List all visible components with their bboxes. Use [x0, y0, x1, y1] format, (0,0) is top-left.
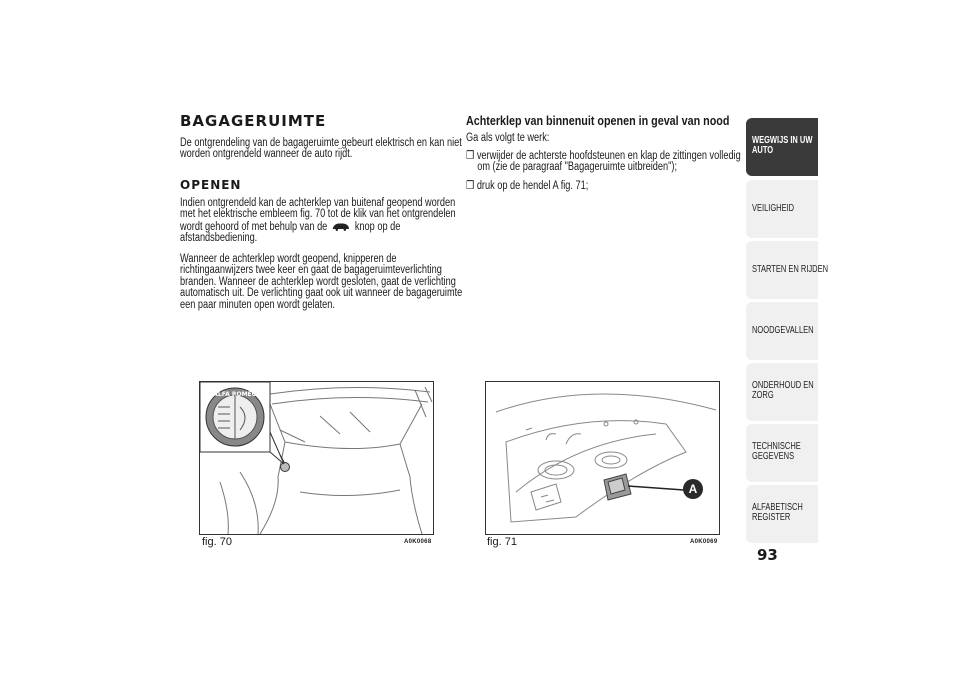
tab-wegwijs-in-uw-auto[interactable] — [746, 118, 818, 176]
text-line: afstandsbediening. — [180, 232, 258, 245]
tab-technische-gegevens[interactable] — [746, 424, 818, 482]
bullet-glyph: ❒ — [466, 150, 475, 162]
tab-label: NOODGEVALLEN — [752, 325, 814, 336]
tab-label: ONDERHOUD EN — [752, 380, 814, 391]
tab-label: REGISTER — [752, 512, 791, 523]
tab-starten-en-rijden[interactable] — [746, 241, 828, 299]
bullet-item — [466, 181, 588, 192]
tab-label: GEGEVENS — [752, 451, 795, 462]
text-fragment: druk op de hendel A fig. 71; — [476, 180, 589, 192]
bullet-item — [466, 151, 741, 174]
text-line: om (zie de paragraaf "Bagageruimte uitbreiden"); — [477, 161, 678, 174]
tab-label: ZORG — [752, 390, 774, 401]
tab-veiligheid[interactable] — [746, 180, 818, 238]
figure-70-code: A0K0068 — [404, 539, 432, 545]
figure-70-tailgate-emblem — [199, 381, 434, 535]
tab-noodgevallen[interactable] — [746, 302, 818, 360]
text-line: De ontgrendeling van de bagageruimte gebeurt elektrisch en kan niet — [180, 137, 462, 149]
text-line: branden. Wanneer de achterklep wordt gesloten, gaat de verlichting — [180, 275, 456, 288]
tab-alfabetisch-register[interactable] — [746, 485, 818, 543]
car-trunk-icon — [332, 221, 350, 231]
tab-label: VEILIGHEID — [752, 203, 795, 214]
lever-illustration — [486, 382, 719, 534]
subsection-heading: OPENEN — [180, 178, 242, 192]
tab-label: WEGWIJS IN UW — [752, 135, 813, 146]
text-line: Wanneer de achterklep wordt geopend, knipperen de — [180, 253, 397, 265]
tab-label: TECHNISCHE — [752, 441, 801, 452]
figure-71-code: A0K0069 — [690, 539, 718, 545]
opening-paragraph — [180, 198, 456, 245]
emblem-text: ALFA ROMEO — [213, 391, 257, 398]
figure-70-label: fig. 70 — [202, 536, 232, 548]
figure-71-release-lever — [485, 381, 720, 535]
callout-a-badge: A — [683, 479, 703, 499]
intro-paragraph — [180, 138, 462, 161]
text-fragment: wordt gehoord of met behulp van de — [180, 220, 328, 233]
text-line: worden ontgrendeld wanneer de auto rijdt. — [180, 148, 353, 161]
text-fragment: knop op de — [354, 220, 401, 233]
tab-onderhoud-en-zorg[interactable] — [746, 363, 818, 421]
lead-text — [466, 133, 549, 144]
tab-label: STARTEN EN RIJDEN — [752, 264, 828, 275]
text-line: automatisch uit. De verlichting gaat ook uit wanneer de bagageruimte — [180, 287, 463, 300]
page-number: 93 — [757, 546, 778, 564]
bullet-glyph: ❒ — [466, 180, 475, 192]
tailgate-illustration — [200, 382, 433, 534]
text-line: Indien ontgrendeld kan de achterklep van buitenaf geopend worden — [180, 197, 456, 209]
text-fragment: verwijder de achterste hoofdsteunen en klap de zittingen volledig — [476, 150, 741, 162]
tab-label: AUTO — [752, 145, 774, 156]
text-line: met het elektrische embleem fig. 70 tot de klik van het ontgrendelen — [180, 208, 456, 221]
text-line — [466, 181, 588, 192]
section-heading: BAGAGERUIMTE — [180, 112, 327, 130]
text-line: Ga als volgt te werk: — [466, 132, 550, 144]
figure-71-label: fig. 71 — [487, 536, 517, 548]
text-line: een paar minuten open wordt gelaten. — [180, 298, 335, 311]
tab-label: ALFABETISCH — [752, 502, 803, 513]
emergency-heading: Achterklep van binnenuit openen in geval van nood — [466, 114, 730, 128]
lighting-paragraph — [180, 254, 462, 311]
text-line: richtingaanwijzers twee keer en gaat de bagageruimteverlichting — [180, 264, 442, 277]
